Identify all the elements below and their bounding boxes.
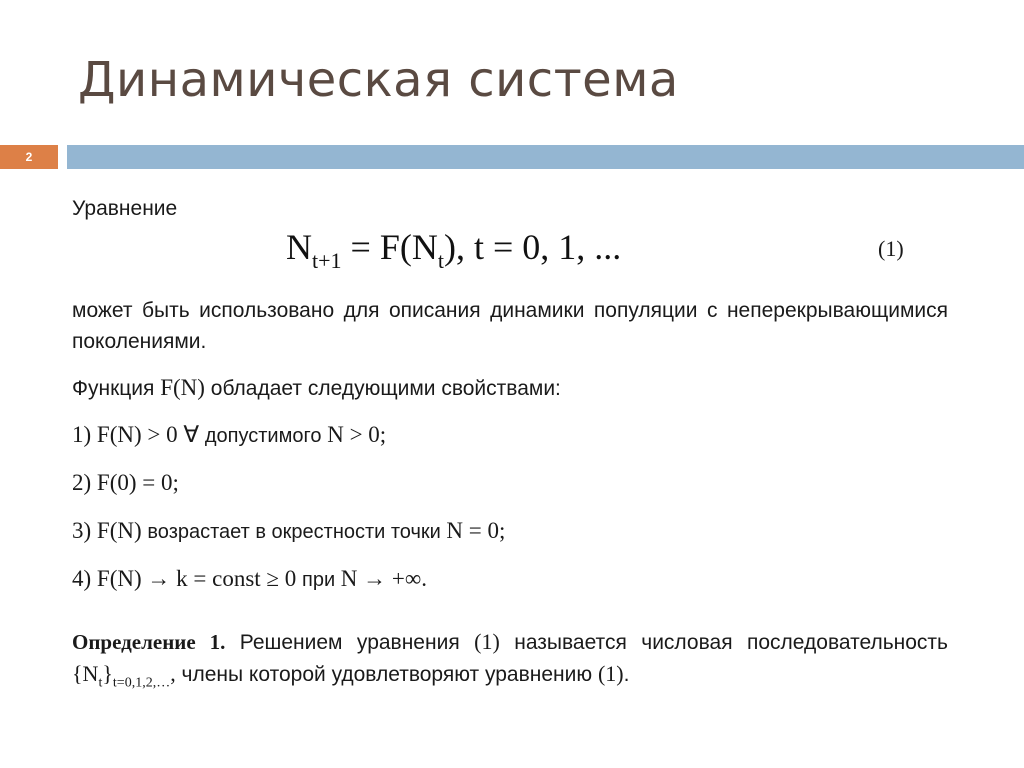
property-item-4 <box>72 564 427 595</box>
equation-n: N <box>286 227 312 267</box>
main-equation <box>286 226 621 274</box>
equation-tail: ), t = 0, 1, ... <box>443 227 622 267</box>
sequence-inner-subscript: t <box>98 675 103 691</box>
definition-paragraph <box>72 626 948 698</box>
function-line-suffix: обладает следующими свойствами: <box>204 377 561 400</box>
property-number: 1) <box>72 422 97 447</box>
property-number: 2) <box>72 470 97 495</box>
property-item-2 <box>72 468 179 498</box>
property-expression: F(N) → k = const ≥ 0 <box>96 566 303 591</box>
property-text: допустимого <box>204 425 322 447</box>
sequence-subscript: t=0,1,2,… <box>112 675 171 691</box>
slide-title: Динамическая система <box>78 52 679 108</box>
property-item-1 <box>72 420 386 451</box>
equation-reference: (1) <box>474 629 500 654</box>
definition-text: члены которой удовлетворяют уравнению <box>175 663 598 686</box>
sequence-close: } <box>102 661 113 686</box>
equation-subscript-left: t+1 <box>312 248 342 273</box>
sequence-comma: , <box>170 661 176 686</box>
sequence-open: {N <box>72 661 99 686</box>
equation-number: (1) <box>878 236 904 261</box>
function-expression: F(N) <box>160 375 205 400</box>
definition-heading: Определение 1. <box>72 630 226 654</box>
property-expression: N → +∞. <box>340 566 427 591</box>
slide-number: 2 <box>25 150 33 164</box>
property-number: 4) <box>72 566 97 591</box>
definition-text: называется числовая последовательность <box>499 631 948 654</box>
equation-subscript-right: t <box>437 248 444 273</box>
property-expression: F(0) = 0; <box>96 470 179 495</box>
sequence-notation <box>72 661 176 691</box>
header-divider-bar <box>67 145 1024 169</box>
definition-end: . <box>623 663 630 686</box>
property-number: 3) <box>72 518 97 543</box>
property-expression: F(N) <box>96 518 148 543</box>
function-line <box>72 372 561 404</box>
property-item-3 <box>72 516 505 547</box>
description-paragraph: может быть использовано для описания динамики популяции с неперекрывающимися поколениями. <box>72 299 948 353</box>
equation-middle: = F(N <box>341 227 438 267</box>
property-expression: N = 0; <box>446 518 506 543</box>
equation-reference: (1) <box>597 661 624 686</box>
definition-text: Решением уравнения <box>225 631 475 654</box>
property-expression: F(N) > 0 ∀ <box>96 422 205 447</box>
function-line-prefix: Функция <box>72 377 161 400</box>
equation-intro-label: Уравнение <box>72 197 178 220</box>
property-text: при <box>302 569 341 591</box>
property-expression: N > 0; <box>321 422 387 447</box>
property-text: возрастает в окрестности точки <box>147 521 447 543</box>
